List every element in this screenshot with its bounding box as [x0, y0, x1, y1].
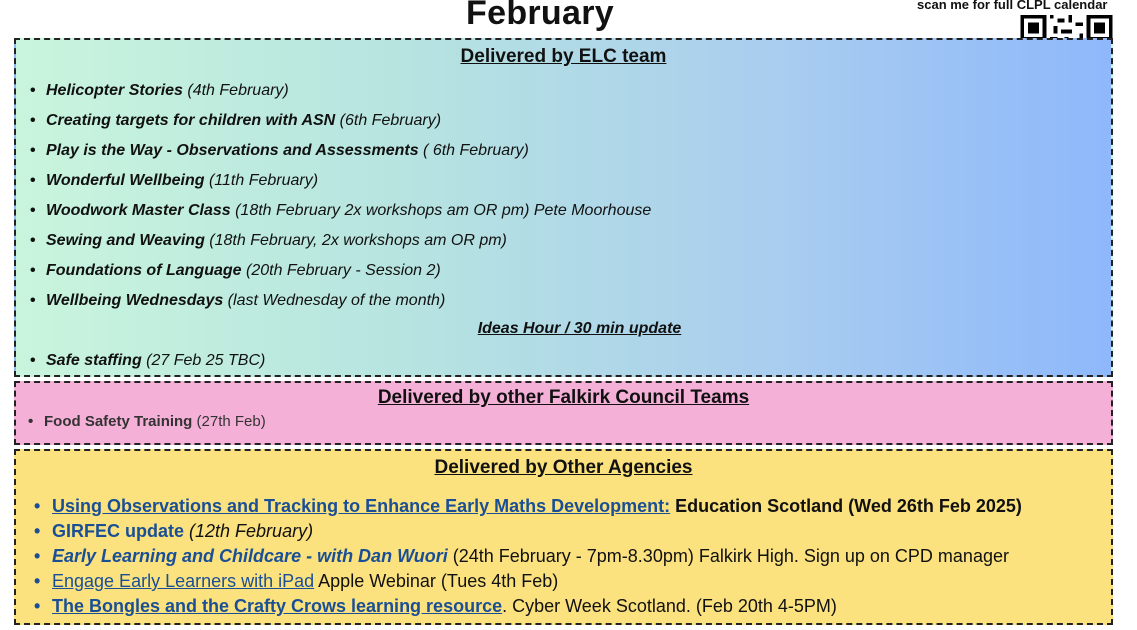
item-name: Creating targets for children with ASN — [46, 112, 336, 129]
bullet-icon: • — [30, 292, 36, 309]
bullet-icon: • — [34, 571, 41, 591]
fc-heading: Delivered by other Falkirk Council Teams — [377, 387, 750, 408]
list-item — [34, 519, 1022, 544]
item-detail: (12th February) — [184, 521, 314, 541]
bullet-icon: • — [34, 546, 41, 566]
elc-list-secondary — [30, 349, 265, 379]
item-detail: . Cyber Week Scotland. (Feb 20th 4-5PM) — [502, 596, 837, 616]
item-name: GIRFEC update — [52, 521, 185, 541]
agencies-heading: Delivered by Other Agencies — [434, 457, 693, 478]
bullet-icon: • — [30, 202, 36, 219]
item-detail: (4th February) — [182, 82, 289, 99]
elc-section — [14, 38, 1113, 377]
elc-list — [30, 79, 651, 319]
list-item — [30, 289, 651, 319]
list-item — [30, 349, 265, 379]
fc-list — [28, 413, 266, 430]
list-item — [34, 494, 1022, 519]
bullet-icon: • — [30, 112, 36, 129]
item-detail: Education Scotland (Wed 26th Feb 2025) — [670, 496, 1022, 516]
ipad-webinar-link[interactable]: Engage Early Learners with iPad — [52, 571, 315, 591]
item-name: Woodwork Master Class — [46, 202, 231, 219]
item-detail: (27th Feb) — [192, 413, 266, 430]
maths-tracking-link[interactable]: Using Observations and Tracking to Enhance Early Maths Development: — [52, 496, 671, 516]
item-name: Sewing and Weaving — [46, 232, 205, 249]
item-name: Wellbeing Wednesdays — [46, 292, 224, 309]
bullet-icon: • — [28, 413, 34, 430]
item-detail: (20th February - Session 2) — [241, 262, 441, 279]
bongles-resource-link[interactable]: The Bongles and the Crafty Crows learning resource — [52, 596, 503, 616]
item-detail: (24th February - 7pm-8.30pm) Falkirk High. Sign up on CPD manager — [447, 546, 1009, 566]
bullet-icon: • — [30, 172, 36, 189]
item-name: Early Learning and Childcare - with Dan Wuori — [52, 546, 448, 566]
item-name: Play is the Way - Observations and Assessments — [46, 142, 419, 159]
other-agencies-section — [14, 449, 1113, 625]
bullet-icon: • — [34, 596, 41, 616]
list-item — [34, 544, 1022, 569]
item-detail: (18th February, 2x workshops am OR pm) — [204, 232, 507, 249]
list-item — [30, 79, 651, 109]
list-item — [28, 413, 266, 430]
bullet-icon: • — [34, 496, 41, 516]
item-name: Foundations of Language — [46, 262, 242, 279]
ideas-hour-subheading: Ideas Hour / 30 min update — [477, 320, 682, 337]
item-detail: Apple Webinar (Tues 4th Feb) — [314, 571, 559, 591]
item-detail: (11th February) — [204, 172, 319, 189]
list-item — [30, 139, 651, 169]
list-item — [34, 569, 1022, 594]
item-name: Safe staffing — [46, 352, 142, 369]
falkirk-council-section — [14, 381, 1113, 445]
list-item — [30, 109, 651, 139]
item-name: Food Safety Training — [44, 413, 193, 430]
list-item — [30, 229, 651, 259]
item-detail: ( 6th February) — [418, 142, 529, 159]
list-item — [34, 594, 1022, 619]
item-detail: (last Wednesday of the month) — [223, 292, 446, 309]
bullet-icon: • — [30, 82, 36, 99]
item-detail: (6th February) — [335, 112, 442, 129]
list-item — [30, 199, 651, 229]
item-detail: (27 Feb 25 TBC) — [141, 352, 266, 369]
bullet-icon: • — [34, 521, 41, 541]
bullet-icon: • — [30, 232, 36, 249]
list-item — [30, 169, 651, 199]
elc-heading: Delivered by ELC team — [460, 46, 667, 67]
agencies-list — [34, 494, 1022, 619]
item-name: Helicopter Stories — [46, 82, 183, 99]
bullet-icon: • — [30, 352, 36, 369]
item-detail: (18th February 2x workshops am OR pm) Pete Moorhouse — [230, 202, 652, 219]
qr-caption: scan me for full CLPL calendar — [917, 0, 1108, 12]
bullet-icon: • — [30, 142, 36, 159]
bullet-icon: • — [30, 262, 36, 279]
page-title: February — [466, 0, 614, 32]
list-item — [30, 259, 651, 289]
item-name: Wonderful Wellbeing — [46, 172, 205, 189]
